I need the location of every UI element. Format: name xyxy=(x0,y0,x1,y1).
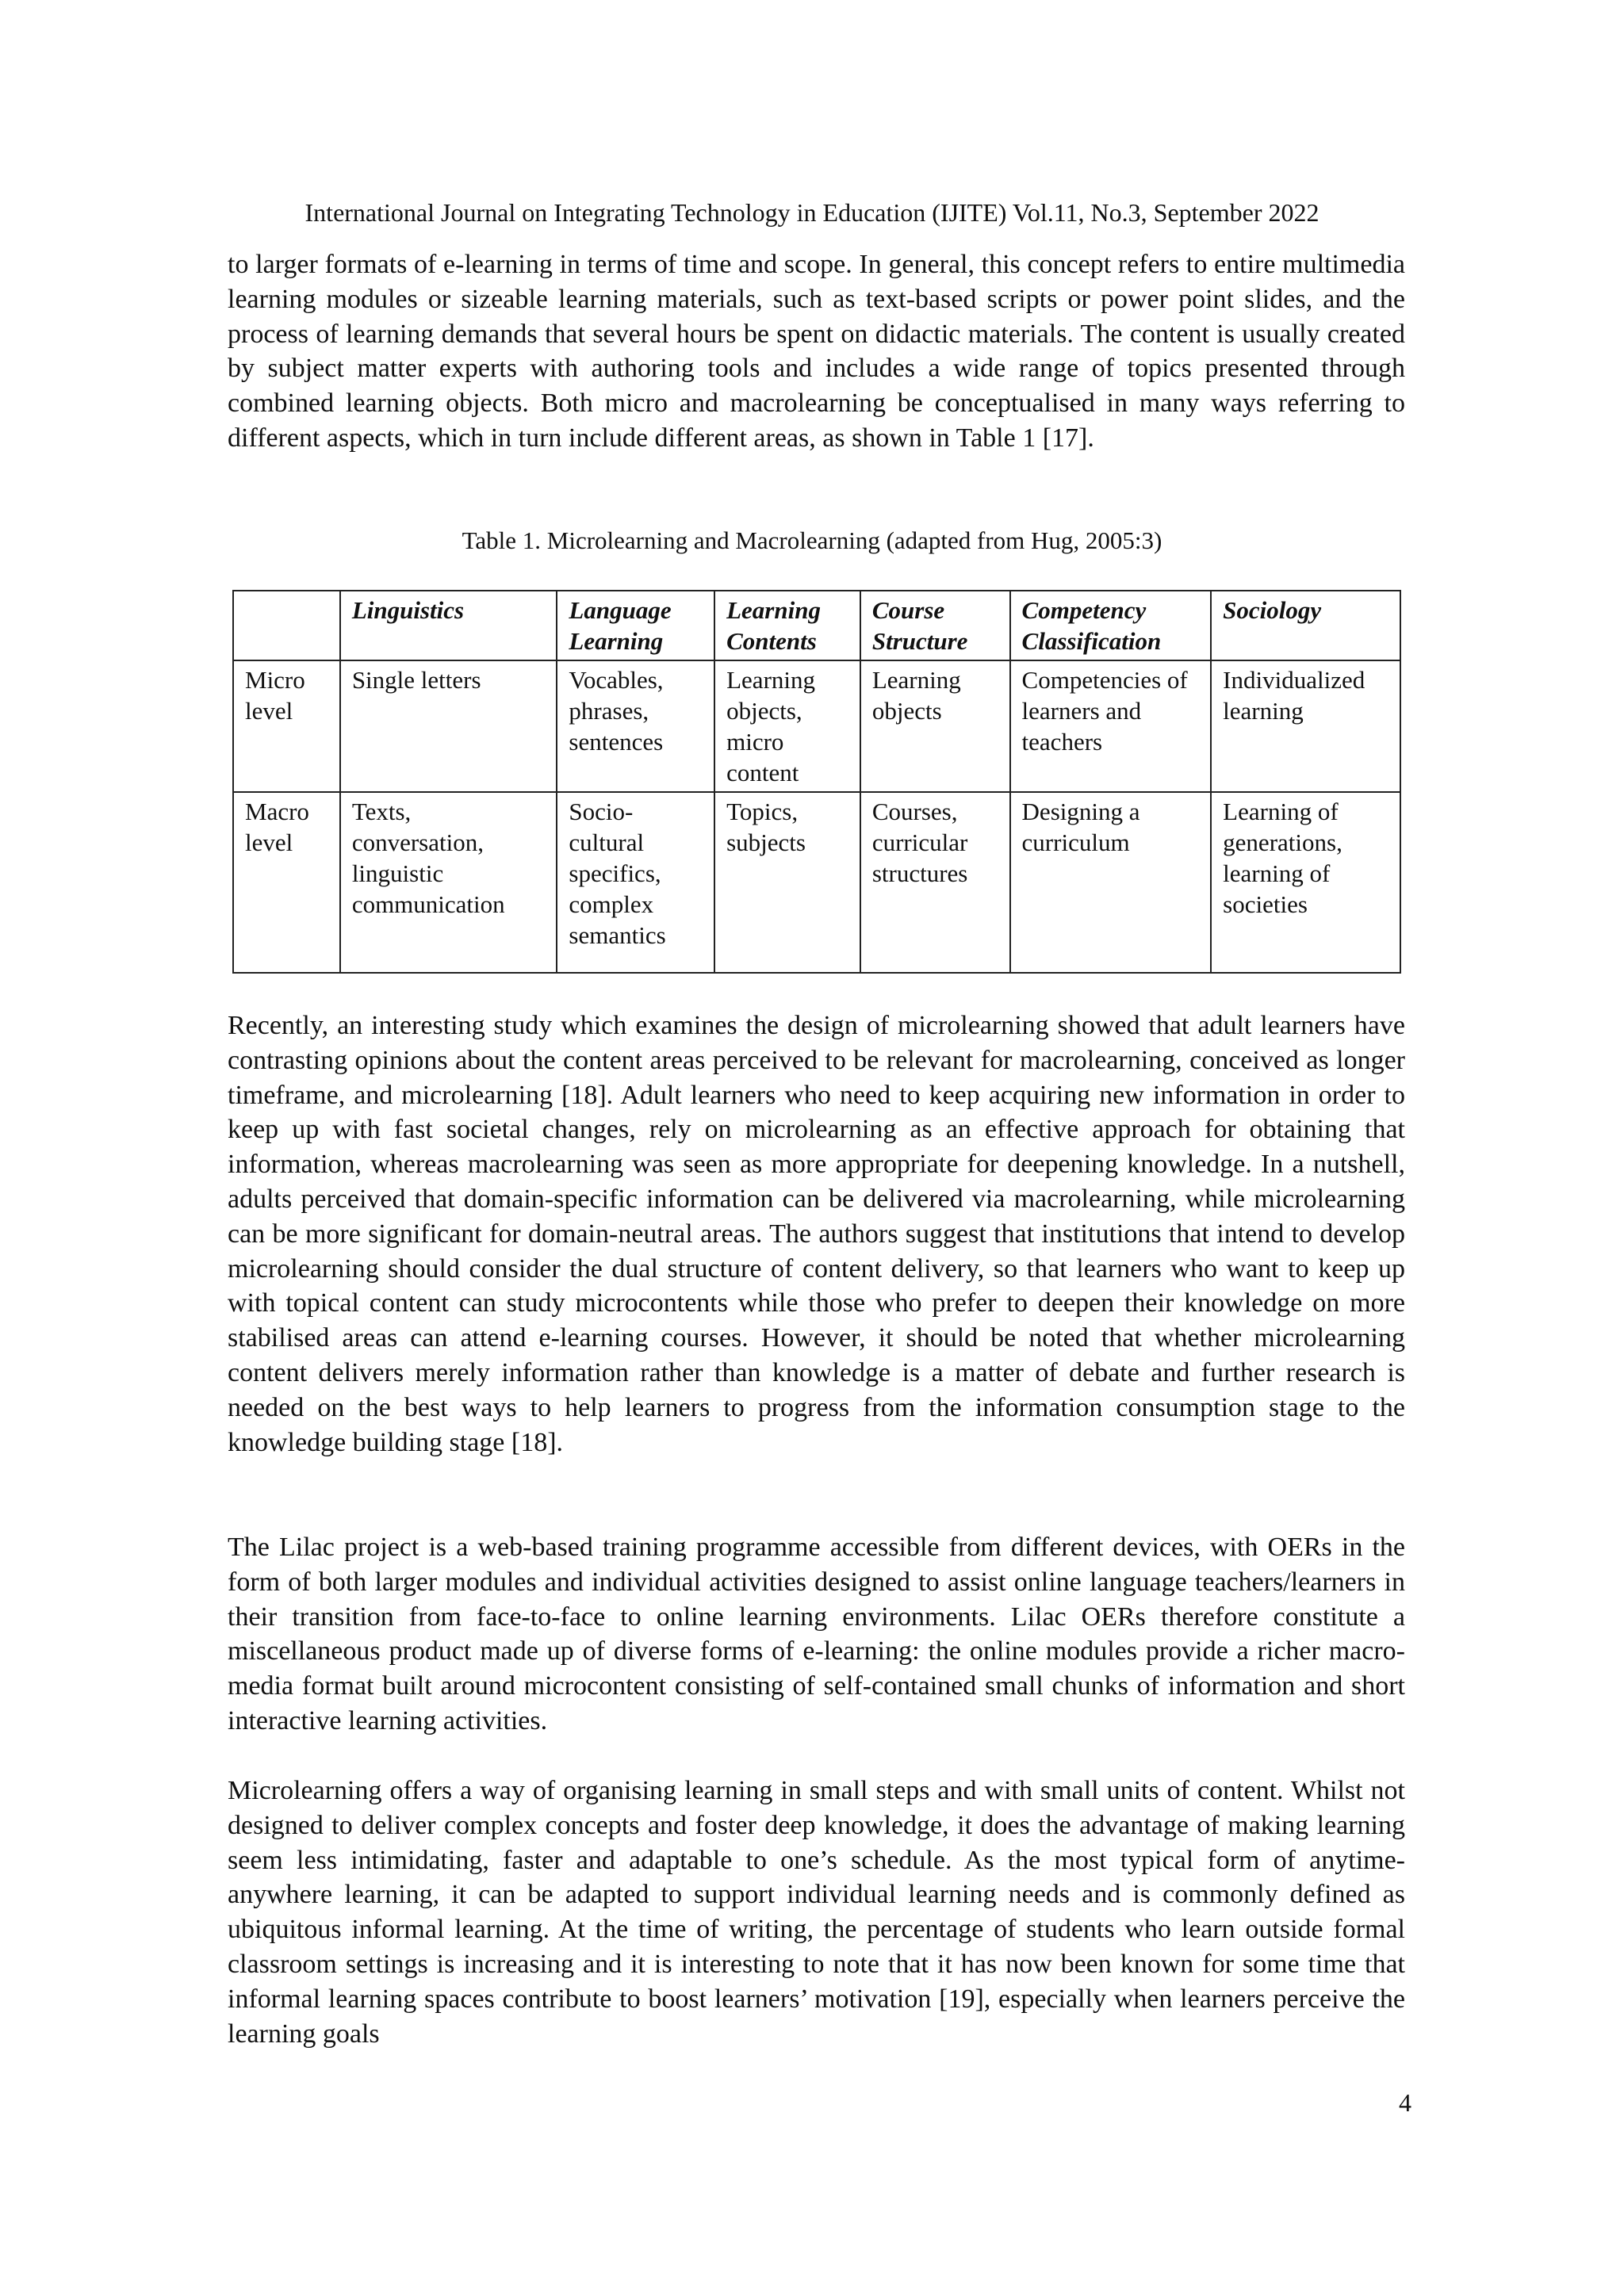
table-header-cell: Course Structure xyxy=(860,591,1010,660)
table-cell: Learning of generations, learning of societies xyxy=(1211,792,1400,973)
paragraph-microlearning: Microlearning offers a way of organising learning in small steps and with small units of content. Whilst not designed to deliver complex concepts and foster deep knowledge, it does the advantage of making learning seem less intimidating, faster and adaptable to one’s schedule. As the most typical form of anytime-anywhere learning, it can be adapted to support individual learning needs and is commonly defined as ubiquitous informal learning. At the time of writing, the percentage of students who learn outside formal classroom settings is increasing and it is interesting to note that it has now been known for some time that informal learning spaces contribute to boost learners’ motivation [19], especially when learners perceive the learning goals xyxy=(228,1776,1405,2049)
running-header: International Journal on Integrating Technology in Education (IJITE) Vol.11, No.3, September 2022 xyxy=(304,198,1320,227)
table-cell: Learning objects xyxy=(860,660,1010,792)
paragraph-recent-study: Recently, an interesting study which examines the design of microlearning showed that adult learners have contrasting opinions about the content areas perceived to be relevant for macrolearning, conceived as longer timeframe, and microlearning [18]. Adult learners who need to keep acquiring new information in order to keep up with fast societal changes, rely on microlearning as an effective approach for obtaining that information, whereas macrolearning was seen as more appropriate for deepening knowledge. In a nutshell, adults perceived that domain-specific information can be delivered via macrolearning, while microlearning can be more significant for domain-neutral areas. The authors suggest that institutions that intend to develop microlearning should consider the dual structure of content delivery, so that learners who want to keep up with topical content can study microcontents while those who prefer to deepen their knowledge on more stabilised areas can attend e-learning courses. However, it should be noted that whether microlearning content delivers merely information rather than knowledge is a matter of debate and further research is needed on the best ways to help learners to progress from the information consumption stage to the knowledge building stage [18]. xyxy=(228,1011,1405,1457)
table-row xyxy=(233,792,1400,973)
table-cell: Micro level xyxy=(233,660,340,792)
table-header-cell: Learning Contents xyxy=(714,591,860,660)
table-cell: Vocables, phrases, sentences xyxy=(557,660,714,792)
table-caption: Table 1. Microlearning and Macrolearning (adapted from Hug, 2005:3) xyxy=(462,526,1162,554)
table-cell: Individualized learning xyxy=(1211,660,1400,792)
table-cell: Texts, conversation, linguistic communication xyxy=(340,792,557,973)
page-number: 4 xyxy=(1399,2088,1411,2117)
paragraph-lilac-project: The Lilac project is a web-based training programme accessible from different devices, with OERs in the form of both larger modules and individual activities designed to assist online language teachers/learners in their transition from face-to-face to online learning environments. Lilac OERs therefore constitute a miscellaneous product made up of diverse forms of e-learning: the online modules provide a richer macro-media format built around microcontent consisting of self-contained small chunks of information and short interactive learning activities. xyxy=(228,1533,1405,1735)
table-micro-macro-learning xyxy=(232,590,1401,974)
table-cell: Socio-cultural specifics, complex semantics xyxy=(557,792,714,973)
paragraph-intro: to larger formats of e-learning in terms of time and scope. In general, this concept refers to entire multimedia learning modules or sizeable learning materials, such as text-based scripts or power point slides, and the process of learning demands that several hours be spent on didactic materials. The content is usually created by subject matter experts with authoring tools and includes a wide range of topics presented through combined learning objects. Both micro and macrolearning be conceptualised in many ways referring to different aspects, which in turn include different areas, as shown in Table 1 [17]. xyxy=(228,250,1405,453)
table-cell: Courses, curricular structures xyxy=(860,792,1010,973)
table-header-cell xyxy=(233,591,340,660)
table-header-row xyxy=(233,591,1400,660)
table-header-cell: Language Learning xyxy=(557,591,714,660)
table-cell: Designing a curriculum xyxy=(1010,792,1212,973)
table-cell: Competencies of learners and teachers xyxy=(1010,660,1212,792)
table-cell: Topics, subjects xyxy=(714,792,860,973)
table-row xyxy=(233,660,1400,792)
table-cell: Learning objects, micro content xyxy=(714,660,860,792)
table-cell: Macro level xyxy=(233,792,340,973)
table-header-cell: Competency Classification xyxy=(1010,591,1212,660)
table-header-cell: Sociology xyxy=(1211,591,1400,660)
table-header-cell: Linguistics xyxy=(340,591,557,660)
table-cell: Single letters xyxy=(340,660,557,792)
